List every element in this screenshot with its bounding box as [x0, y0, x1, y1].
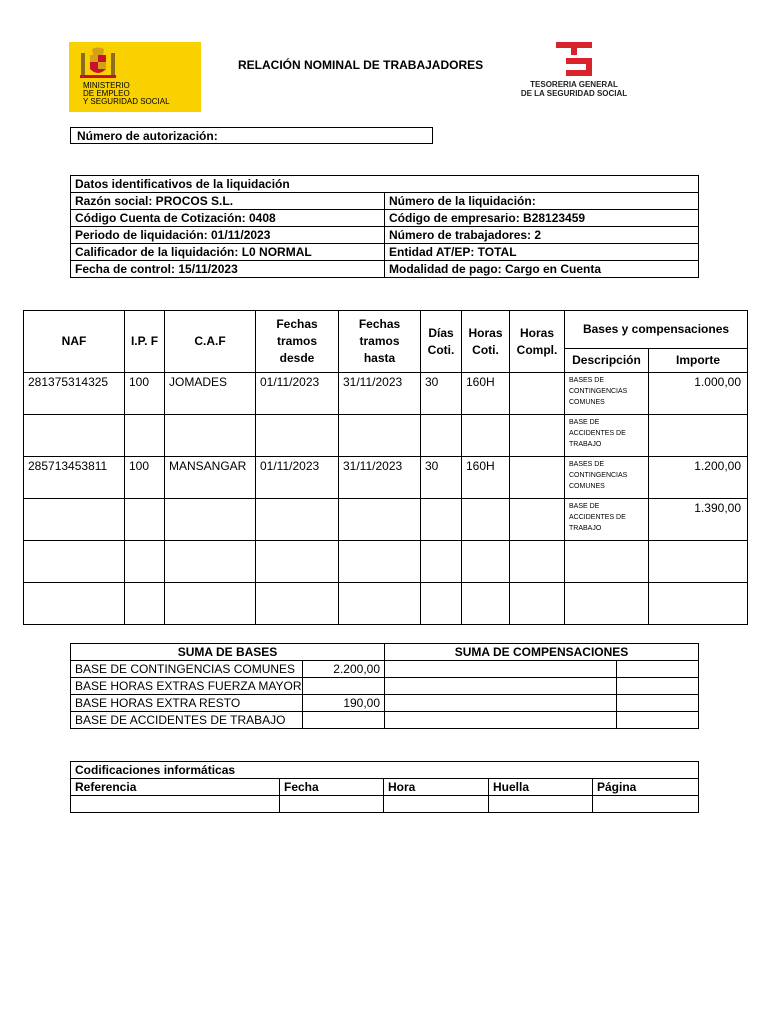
cell-naf — [24, 541, 125, 583]
cell-ipf — [125, 583, 165, 625]
ministry-logo — [69, 42, 201, 112]
cell-importe — [649, 583, 748, 625]
cell-horas — [462, 541, 510, 583]
cell-dias — [421, 583, 462, 625]
cell-naf — [24, 499, 125, 541]
cell-importe: 1.390,00 — [649, 499, 748, 541]
cell-ipf — [125, 415, 165, 457]
cell-dias — [421, 541, 462, 583]
cell-caf — [165, 583, 256, 625]
col-dias: Días Coti. — [421, 311, 462, 373]
cell-horas: 160H — [462, 457, 510, 499]
cell-naf — [24, 415, 125, 457]
cell-desc: BASES DE CONTINGENCIAS COMUNES — [565, 373, 649, 415]
authorization-number-field: Número de autorización: — [70, 127, 433, 144]
cell-importe — [649, 415, 748, 457]
col-bases: Bases y compensaciones — [565, 311, 748, 349]
cell-ipf — [125, 541, 165, 583]
cell-dias — [421, 499, 462, 541]
document-title: RELACIÓN NOMINAL DE TRABAJADORES — [238, 58, 484, 72]
table-row — [24, 583, 748, 625]
cell-dias: 30 — [421, 373, 462, 415]
sum-comp-heading: SUMA DE COMPENSACIONES — [385, 644, 699, 661]
cell-hasta: 31/11/2023 — [339, 373, 421, 415]
table-row: BASE HORAS EXTRA RESTO 190,00 — [71, 695, 699, 712]
table-row: Fecha de control: 15/11/2023 Modalidad de pago: Cargo en Cuenta — [71, 261, 699, 278]
cell-naf: 281375314325 — [24, 373, 125, 415]
sums-table — [70, 643, 699, 729]
coat-of-arms-icon — [79, 47, 117, 81]
cell-ipf — [125, 499, 165, 541]
cell-caf — [165, 415, 256, 457]
codes-table — [70, 761, 699, 813]
cell-importe: 1.000,00 — [649, 373, 748, 415]
table-row: BASE DE CONTINGENCIAS COMUNES 2.200,00 — [71, 661, 699, 678]
cell-caf — [165, 499, 256, 541]
tgss-logo-icon — [556, 42, 592, 76]
cell-desde: 01/11/2023 — [256, 457, 339, 499]
cell-desde — [256, 541, 339, 583]
cell-hasta — [339, 541, 421, 583]
col-fecha: Fecha — [280, 779, 384, 796]
col-desde: Fechas tramos desde — [256, 311, 339, 373]
tgss-name: TESORERIA GENERAL DE LA SEGURIDAD SOCIAL — [520, 80, 628, 98]
cell-compl — [510, 583, 565, 625]
cell-compl — [510, 541, 565, 583]
col-naf: NAF — [24, 311, 125, 373]
cell-caf: JOMADES — [165, 373, 256, 415]
col-hasta: Fechas tramos hasta — [339, 311, 421, 373]
cell-horas — [462, 415, 510, 457]
col-hora: Hora — [384, 779, 489, 796]
table-row — [24, 415, 748, 457]
col-importe: Importe — [649, 349, 748, 373]
cell-caf: MANSANGAR — [165, 457, 256, 499]
table-row: Código Cuenta de Cotización: 0408 Código de empresario: B28123459 — [71, 210, 699, 227]
cell-hasta — [339, 499, 421, 541]
cell-hasta — [339, 415, 421, 457]
cell-importe: 1.200,00 — [649, 457, 748, 499]
cell-desc — [565, 583, 649, 625]
cell-hasta: 31/11/2023 — [339, 457, 421, 499]
cell-naf: 285713453811 — [24, 457, 125, 499]
col-ipf: I.P. F — [125, 311, 165, 373]
table-row — [24, 499, 748, 541]
col-horas: Horas Coti. — [462, 311, 510, 373]
table-row: BASE HORAS EXTRAS FUERZA MAYOR — [71, 678, 699, 695]
cell-horas — [462, 583, 510, 625]
cell-caf — [165, 541, 256, 583]
cell-compl — [510, 499, 565, 541]
cell-desc: BASE DE ACCIDENTES DE TRABAJO — [565, 499, 649, 541]
sum-bases-heading: SUMA DE BASES — [71, 644, 385, 661]
cell-importe — [649, 541, 748, 583]
col-pagina: Página — [593, 779, 699, 796]
cell-compl — [510, 457, 565, 499]
cell-compl — [510, 415, 565, 457]
cell-desc: BASE DE ACCIDENTES DE TRABAJO — [565, 415, 649, 457]
cell-desde — [256, 583, 339, 625]
table-row — [24, 541, 748, 583]
cell-ipf: 100 — [125, 457, 165, 499]
cell-desde — [256, 415, 339, 457]
col-referencia: Referencia — [71, 779, 280, 796]
col-caf: C.A.F — [165, 311, 256, 373]
cell-hasta — [339, 583, 421, 625]
cell-ipf: 100 — [125, 373, 165, 415]
cell-desc: BASES DE CONTINGENCIAS COMUNES — [565, 457, 649, 499]
liquidation-data-table — [70, 175, 699, 278]
table-row: Periodo de liquidación: 01/11/2023 Número de trabajadores: 2 — [71, 227, 699, 244]
cell-desc — [565, 541, 649, 583]
table-row: Calificador de la liquidación: L0 NORMAL Entidad AT/EP: TOTAL — [71, 244, 699, 261]
cell-naf — [24, 583, 125, 625]
table-row: Razón social: PROCOS S.L. Número de la liquidación: — [71, 193, 699, 210]
codes-heading: Codificaciones informáticas — [71, 762, 699, 779]
ministry-name: MINISTERIO DE EMPLEO Y SEGURIDAD SOCIAL — [83, 81, 170, 106]
cell-desde: 01/11/2023 — [256, 373, 339, 415]
cell-dias: 30 — [421, 457, 462, 499]
table-row — [24, 457, 748, 499]
col-compl: Horas Compl. — [510, 311, 565, 373]
liquidation-heading: Datos identificativos de la liquidación — [71, 176, 699, 193]
workers-table — [23, 310, 748, 625]
cell-horas: 160H — [462, 373, 510, 415]
table-row: BASE DE ACCIDENTES DE TRABAJO — [71, 712, 699, 729]
cell-compl — [510, 373, 565, 415]
col-descripcion: Descripción — [565, 349, 649, 373]
cell-horas — [462, 499, 510, 541]
cell-dias — [421, 415, 462, 457]
col-huella: Huella — [489, 779, 593, 796]
cell-desde — [256, 499, 339, 541]
table-row — [24, 373, 748, 415]
